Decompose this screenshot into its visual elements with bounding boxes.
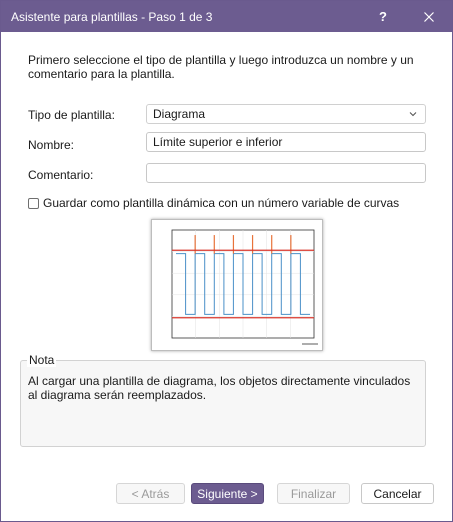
intro-text: Primero seleccione el tipo de plantilla y luego introduzca un nombre y un comentario para la plantilla. — [28, 53, 414, 81]
template-type-label: Tipo de plantilla: — [28, 108, 115, 122]
help-button[interactable] — [360, 1, 406, 32]
cancel-button[interactable]: Cancelar — [361, 483, 434, 504]
comment-label: Comentario: — [28, 168, 94, 182]
template-type-select[interactable] — [146, 104, 426, 124]
template-type-value: Diagrama — [153, 107, 206, 121]
note-title: Nota — [29, 353, 55, 367]
preview-chart — [152, 220, 322, 350]
template-preview — [151, 219, 323, 351]
dynamic-template-checkbox[interactable] — [28, 198, 39, 209]
question-icon: ? — [379, 9, 387, 24]
comment-field[interactable] — [146, 163, 426, 183]
finish-button[interactable]: Finalizar — [277, 483, 350, 504]
dynamic-template-option[interactable] — [28, 196, 399, 210]
name-field[interactable] — [146, 132, 426, 152]
close-icon — [424, 12, 434, 22]
dynamic-template-label: Guardar como plantilla dinámica con un número variable de curvas — [43, 196, 400, 210]
title-bar[interactable] — [1, 1, 452, 32]
note-text: Al cargar una plantilla de diagrama, los objetos directamente vinculados al diagrama serán reemplazados. — [28, 374, 411, 402]
next-button[interactable]: Siguiente > — [191, 483, 264, 504]
window-title: Asistente para plantillas - Paso 1 de 3 — [11, 10, 213, 24]
close-button[interactable] — [406, 1, 452, 32]
name-label: Nombre: — [28, 138, 75, 152]
back-button[interactable]: < Atrás — [116, 483, 185, 504]
chevron-down-icon — [407, 108, 419, 120]
